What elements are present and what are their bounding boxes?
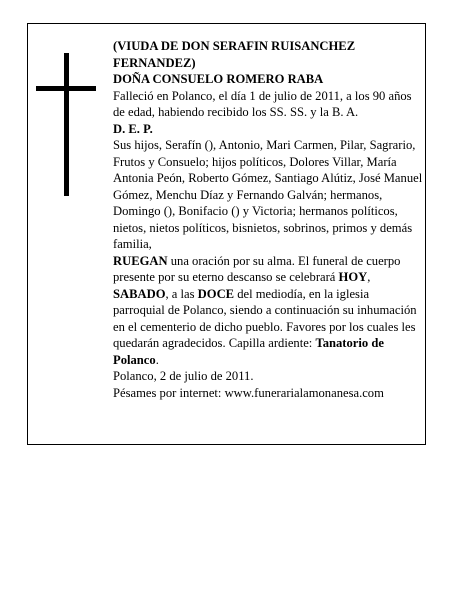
death-line-2: de edad, habiendo recibido los SS. SS. y la B. A.: [113, 105, 359, 119]
date-line: Polanco, 2 de julio de 2011.: [113, 369, 254, 383]
prayer-text-2: , a las: [165, 286, 198, 301]
doce-word: DOCE: [197, 286, 235, 301]
condolences-line: Pésames por internet: www.funerarialamonanesa.com: [113, 385, 384, 400]
final-period: .: [155, 352, 159, 367]
cross-horizontal-bar: [36, 86, 96, 91]
death-line-1: Falleció en Polanco, el día 1 de julio de 2011, a los 90 años: [113, 88, 412, 103]
latin-cross-icon: [36, 53, 96, 196]
deceased-name: DOÑA CONSUELO ROMERO RABA: [113, 72, 324, 86]
prayer-text-3: del mediodía, en la iglesia parroquial de Polanco, siendo a continuación su inhumación en el cementerio de dicho pueblo. Favores por los cuales les quedarán agradecidos. Capilla ardiente:: [113, 286, 417, 350]
family-paragraph: Sus hijos, Serafín (), Antonio, Mari Carmen, Pilar, Sagrario, Frutos y Consuelo; hijos políticos, Dolores Villar, María Antonia Peón, Roberto Gómez, Santiago Alútiz, José Manuel Gómez, Menchu Díaz y Fernando Galván; hermanos, Domingo (), Bonifacio () y Victoria; hermanos políticos, nietos, nietos políticos, bisnietos, sobrinos, primos y demás familia,: [113, 138, 423, 251]
hoy-word: HOY: [338, 270, 368, 284]
ruegan-word: RUEGAN: [113, 253, 168, 268]
comma-1: ,: [367, 270, 371, 284]
widow-of-line: (VIUDA DE DON SERAFIN RUISANCHEZ FERNANDEZ): [113, 39, 356, 70]
obituary-text: [113, 38, 423, 401]
sabado-word: SABADO: [113, 286, 166, 301]
cross-vertical-bar: [64, 53, 69, 196]
tanatorio-name: Tanatorio de Polanco: [113, 336, 384, 367]
prayer-text-1: una oración por su alma. El funeral de cuerpo presente por su eterno descanso se celebrará: [113, 253, 401, 284]
prayer-paragraph: [113, 253, 423, 369]
dep-line: D. E. P.: [113, 121, 153, 136]
